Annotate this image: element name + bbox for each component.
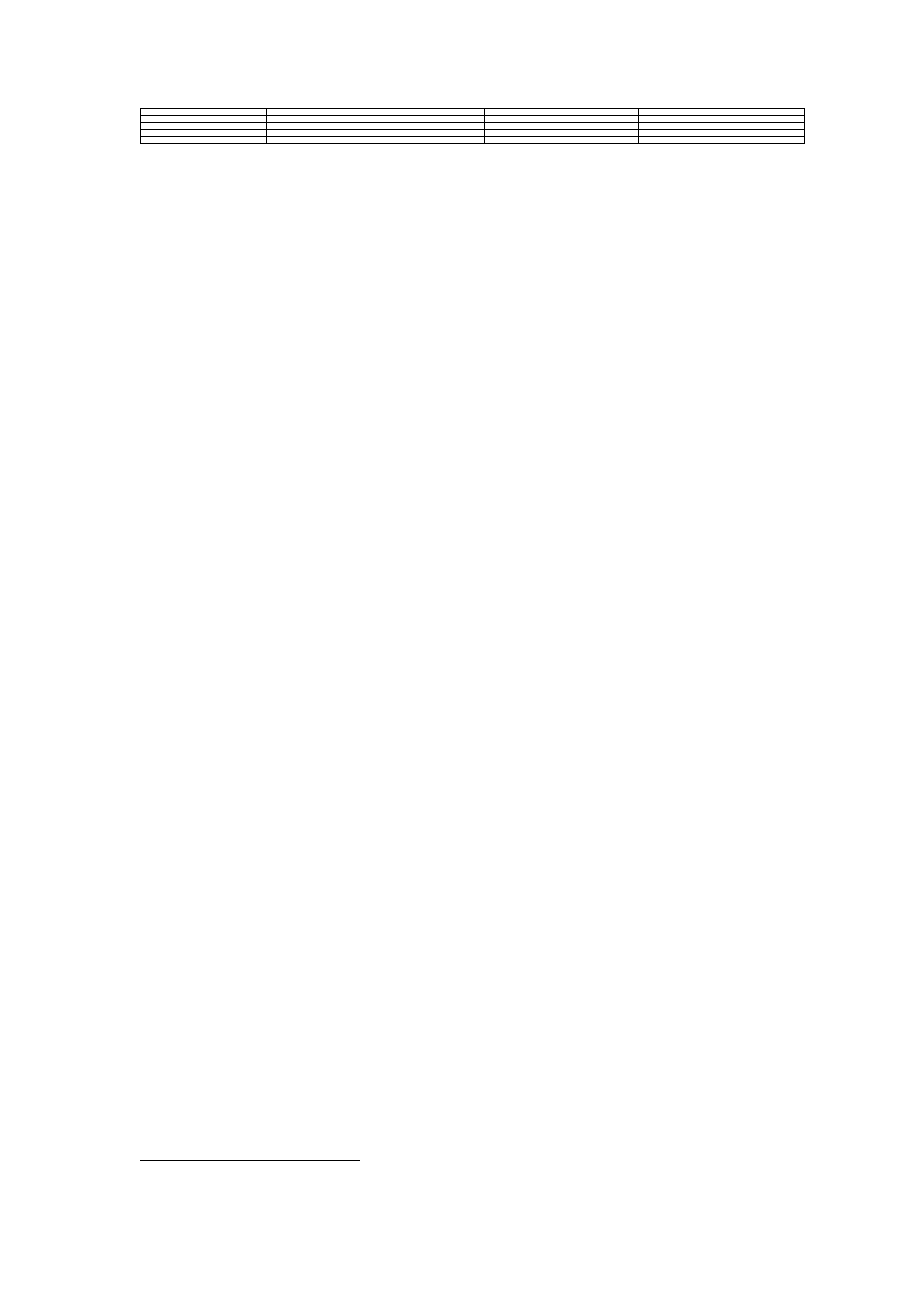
table-row <box>141 116 805 123</box>
table-header-cell <box>141 109 267 116</box>
table-cell <box>267 137 485 144</box>
table-row <box>141 137 805 144</box>
table-header-cell <box>267 109 485 116</box>
table-cell <box>267 130 485 137</box>
table-cell <box>485 130 639 137</box>
table-row <box>141 123 805 130</box>
table-cell <box>141 116 267 123</box>
table-header-cell <box>639 109 805 116</box>
table-cell <box>485 137 639 144</box>
table-cell <box>639 123 805 130</box>
table-cell <box>485 123 639 130</box>
table-row <box>141 130 805 137</box>
data-table <box>140 108 805 144</box>
table-cell <box>267 116 485 123</box>
table-cell <box>141 123 267 130</box>
table-cell <box>639 137 805 144</box>
table-header-cell <box>485 109 639 116</box>
table-cell <box>639 130 805 137</box>
footnote-divider <box>140 1160 360 1161</box>
table-cell <box>141 130 267 137</box>
body-text <box>140 108 782 168</box>
table-cell <box>141 137 267 144</box>
table-cell <box>267 123 485 130</box>
table-header-row <box>141 109 805 116</box>
table-cell <box>485 116 639 123</box>
table-cell <box>639 116 805 123</box>
